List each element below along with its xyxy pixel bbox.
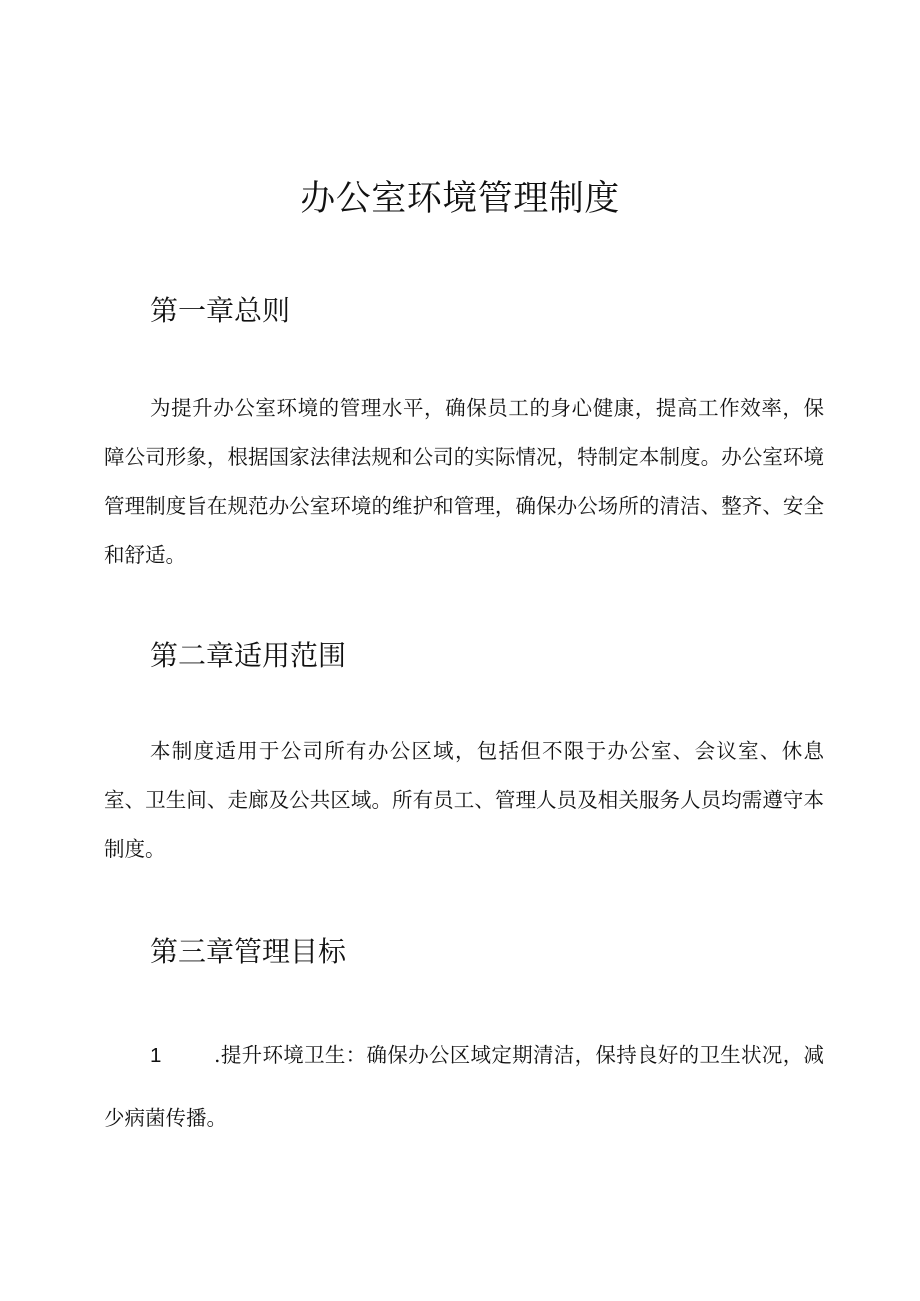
chapter-heading-scope: 第二章适用范围 <box>150 639 347 672</box>
list-item-number: 1 <box>150 1044 162 1067</box>
chapter-heading-general: 第一章总则 <box>150 294 291 327</box>
list-item <box>104 1024 824 1150</box>
chapter-heading-goals: 第三章管理目标 <box>150 935 347 968</box>
chapter-paragraph-general: 为提升办公室环境的管理水平，确保员工的身心健康，提高工作效率，保障公司形象，根据国家法律法规和公司的实际情况，特制定本制度。办公室环境管理制度旨在规范办公室环境的维护和管理，确保办公场所的清洁、整齐、安全和舒适。 <box>104 396 824 567</box>
chapter-paragraph-scope: 本制度适用于公司所有办公区域，包括但不限于办公室、会议室、休息室、卫生间、走廊及公共区域。所有员工、管理人员及相关服务人员均需遵守本制度。 <box>104 739 824 861</box>
list-item-text: .提升环境卫生：确保办公区域定期清洁，保持良好的卫生状况，减少病菌传播。 <box>104 1043 824 1130</box>
document-title: 办公室环境管理制度 <box>300 179 620 219</box>
